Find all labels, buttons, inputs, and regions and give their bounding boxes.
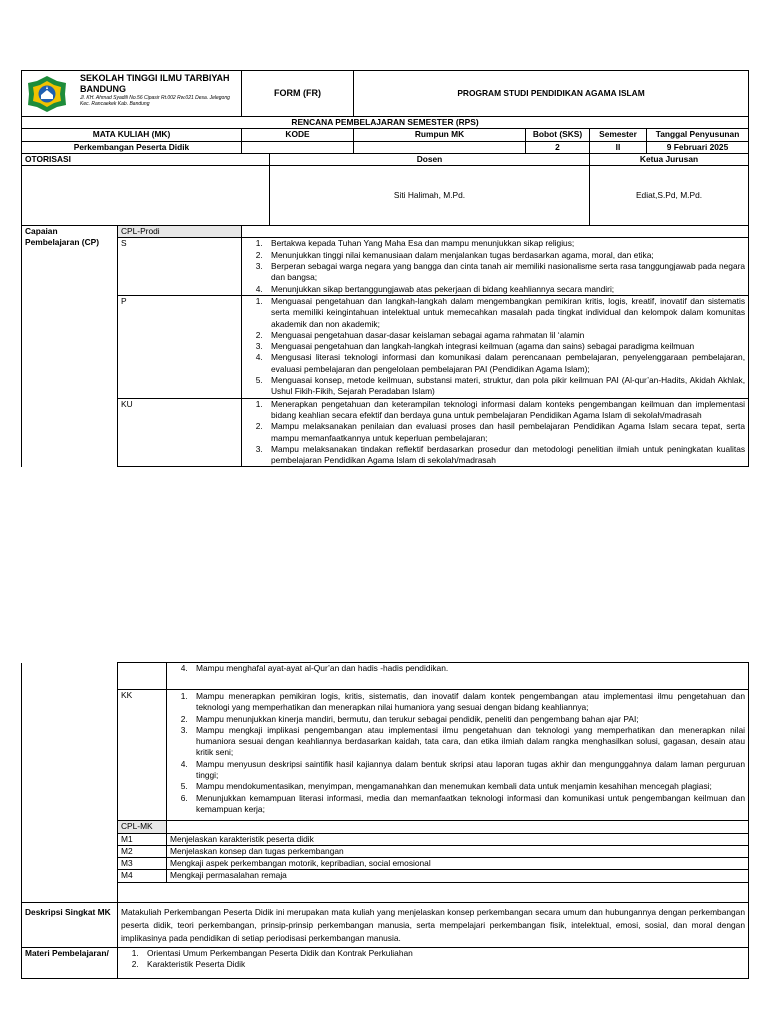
list-item: 4. Mengusasi literasi teknologi informasi dan komunikasi dalam perencanaan pembelajaran, penyelenggaraan pembelajaran, evaluasi pembelajaran dan pengelolaan pembelajaran PAI (Pendidikan Agama Islam); xyxy=(265,352,745,375)
list-item: 2. Mampu melaksanakan penilaian dan evaluasi proses dan hasil pembelajaran Pendidikan Agama Islam secara tepat, serta mampu memanfaatkannya untuk keperluan pembelajaran; xyxy=(265,421,745,444)
otorisasi-row xyxy=(22,153,749,165)
deskripsi-text: Matakuliah Perkembangan Peserta Didik ini merupakan mata kuliah yang menjelaskan konsep perkembangan secara umum dan hubungannya dengan perkembangan peserta didik, teori perkembangan, prinsip-prinsip perkembangan manusia, serta mempelajari perkembangan fisik, intelektual, emosi, sosial, dan moral dengan implikasinya pada pendidikan di setiap periodisasi perkembangan manusia. xyxy=(118,902,749,947)
deskripsi-label: Deskripsi Singkat MK xyxy=(22,902,118,947)
cpl-mk-label: CPL-MK xyxy=(118,821,167,833)
course-header-row xyxy=(22,129,749,141)
col-bobot: Bobot (SKS) xyxy=(526,129,590,141)
list-item: 1. Mampu menerapkan pemikiran logis, kritis, sistematis, dan inovatif dalam kontek pengembangan atau implementasi ilmu pengetahuan dan teknologi yang memperhatikan dan menerapkan nilai humaniora yang sesuai dengan bidang keahliannya; xyxy=(190,691,745,714)
mk-code: M3 xyxy=(118,858,167,870)
table-row xyxy=(22,833,749,845)
deskripsi-row xyxy=(22,902,749,947)
cpl-ku-row xyxy=(22,398,749,467)
cpl-p-list xyxy=(242,295,749,398)
list-item: 1. Bertakwa kepada Tuhan Yang Maha Esa dan mampu menunjukkan sikap religius; xyxy=(265,238,745,249)
stit-logo-icon xyxy=(26,75,68,113)
list-item: 1. Orientasi Umum Perkembangan Peserta Didik dan Kontrak Perkuliahan xyxy=(141,948,745,959)
list-item: 2. Mampu menunjukkan kinerja mandiri, bermutu, dan terukur sebagai pendidik, peneliti dan pengembang bahan ajar PAI; xyxy=(190,714,745,725)
cpl-mk-row xyxy=(22,821,749,833)
cpl-prodi-label: CPL-Prodi xyxy=(118,226,242,238)
table-row xyxy=(22,858,749,870)
course-date: 9 Februari 2025 xyxy=(647,141,749,153)
kajur-name: Ediat,S.Pd, M.Pd. xyxy=(590,166,749,226)
cpl-prodi-row xyxy=(22,226,749,238)
list-item: 2. Menunjukkan tinggi nilai kemanusiaan dalam menjalankan tugas berdasarkan agama, moral, dan etika; xyxy=(265,250,745,261)
col-kode: KODE xyxy=(242,129,354,141)
cpl-kk-row xyxy=(22,690,749,821)
program-name: PROGRAM STUDI PENDIDIKAN AGAMA ISLAM xyxy=(354,71,749,117)
table-row xyxy=(22,870,749,882)
cpl-kk-list xyxy=(167,690,749,821)
cpl-s-row xyxy=(22,238,749,295)
mk-text: Menjelaskan karakteristik peserta didik xyxy=(167,833,749,845)
school-header xyxy=(22,71,242,117)
cp-label-continued xyxy=(22,663,118,903)
course-rumpun xyxy=(354,141,526,153)
doc-title-row xyxy=(22,117,749,129)
list-item: 1. Menguasai pengetahuan dan langkah-langkah dalam mengembangkan pemikiran kritis, logis, kreatif, inovatif dan sistematis serta memiliki keingintahuan intelektual untuk memecahkan masalah pada tingkat individual dan kelompok dalam komunitas akademik dan non akademik; xyxy=(265,296,745,330)
list-item: 5. Menguasai konsep, metode keilmuan, substansi materi, struktur, dan pola pikir keilmuan PAI (Al-qur’an-Hadits, Akidah Akhlak, Ushul Fikih-Fikih, Sejarah Peradaban Islam) xyxy=(265,375,745,398)
col-semester: Semester xyxy=(590,129,647,141)
cp-label: Capaian Pembelajaran (CP) xyxy=(22,226,118,467)
cpl-ku-list xyxy=(242,398,749,467)
school-address: Jl. KH. Ahmad Syadili No.56 Cipasir Rt.002 Rw.021 Desa. Jelegong Kec. Rancaekek Kab. Bandung xyxy=(80,95,230,108)
list-item: 3. Mampu mengkaji implikasi pengembangan atau implementasi ilmu pengetahuan dan teknologi yang memperhatikan dan menerapkan nilai humaniora sesuai dengan keahliannya berdasarkan kaidah, tata cara, dan etika ilmiah dalam rangka menghasilkan solusi, gagasan, desain atau kritik seni; xyxy=(190,725,745,759)
dosen-name: Siti Halimah, M.Pd. xyxy=(270,166,590,226)
form-label: FORM (FR) xyxy=(242,71,354,117)
otorisasi-label: OTORISASI xyxy=(22,153,270,165)
col-mata-kuliah: MATA KULIAH (MK) xyxy=(22,129,242,141)
spacer-cell xyxy=(118,882,749,902)
materi-list xyxy=(118,947,749,978)
list-item: 5. Mampu mendokumentasikan, menyimpan, mengamanahkan dan menemukan kembali data untuk menjamin kesahihan mencegah plagiasi; xyxy=(190,781,745,792)
cpl-s-code: S xyxy=(118,238,242,295)
signature-row xyxy=(22,166,749,226)
ku-continued-row xyxy=(22,663,749,690)
cpl-s-list xyxy=(242,238,749,295)
col-rumpun: Rumpun MK xyxy=(354,129,526,141)
materi-row xyxy=(22,947,749,978)
dosen-label: Dosen xyxy=(270,153,590,165)
mk-code: M2 xyxy=(118,845,167,857)
list-item: 1. Menerapkan pengetahuan dan keterampilan teknologi informasi dalam konteks pengembangan keilmuan dan implementasi bidang keahlian secara efektif dan berdaya guna untuk pembelajaran Pendidikan Agama Islam di sekolah/madrasah xyxy=(265,399,745,422)
course-semester: II xyxy=(590,141,647,153)
list-item: 3. Berperan sebagai warga negara yang bangga dan cinta tanah air memiliki nasionalisme serta rasa tanggungjawab pada negara dan bangsa; xyxy=(265,261,745,284)
list-item: 3. Menguasai pengetahuan dan langkah-langkah integrasi keilmuan (agama dan sains) sebagai paradigma keilmuan xyxy=(265,341,745,352)
school-name: SEKOLAH TINGGI ILMU TARBIYAH BANDUNG xyxy=(80,73,230,94)
list-item: 4. Menunjukkan sikap bertanggungjawab atas pekerjaan di bidang keahliannya secara mandiri; xyxy=(265,284,745,295)
list-item: 2. Karakteristik Peserta Didik xyxy=(141,959,745,970)
cpl-ku-code: KU xyxy=(118,398,242,467)
ku-continued-code xyxy=(118,663,167,690)
kajur-label: Ketua Jurusan xyxy=(590,153,749,165)
cpl-prodi-blank xyxy=(242,226,749,238)
cpl-mk-blank xyxy=(167,821,749,833)
cpl-p-row xyxy=(22,295,749,398)
rps-table-page-2 xyxy=(21,662,749,979)
course-code xyxy=(242,141,354,153)
list-item: 2. Menguasai pengetahuan dasar-dasar keislaman sebagai agama rahmatan lil ‘alamin xyxy=(265,330,745,341)
ku-continued-list xyxy=(167,663,749,690)
list-item: 6. Menunjukkan kemampuan literasi informasi, media dan memanfaatkan teknologi informasi dan komunikasi untuk pengembangan keilmuan dan kemampuan kerja; xyxy=(190,793,745,816)
col-tanggal: Tanggal Penyusunan xyxy=(647,129,749,141)
table-row xyxy=(22,845,749,857)
header-row xyxy=(22,71,749,117)
signature-blank xyxy=(22,166,270,226)
list-item: 3. Mampu melaksanakan tindakan reflektif berdasarkan prosedur dan metodologi penelitian ilmiah untuk peningkatan kualitas pembelajaran Pendidikan Agama Islam di sekolah/madrasah xyxy=(265,444,745,467)
course-value-row xyxy=(22,141,749,153)
mk-text: Mengkaji permasalahan remaja xyxy=(167,870,749,882)
spacer-row xyxy=(22,882,749,902)
mk-text: Mengkaji aspek perkembangan motorik, kepribadian, social emosional xyxy=(167,858,749,870)
course-name: Perkembangan Peserta Didik xyxy=(22,141,242,153)
cpl-kk-code: KK xyxy=(118,690,167,821)
course-sks: 2 xyxy=(526,141,590,153)
list-item: 4. Mampu menyusun deskripsi saintifik hasil kajiannya dalam bentuk skripsi atau laporan tugas akhir dan mengunggahnya dalam laman perguruan tinggi; xyxy=(190,759,745,782)
rps-table-page-1 xyxy=(21,70,749,467)
doc-title: RENCANA PEMBELAJARAN SEMESTER (RPS) xyxy=(22,117,749,129)
materi-label: Materi Pembelajaran/ xyxy=(22,947,118,978)
list-item: 4. Mampu menghafal ayat-ayat al-Qur’an dan hadis -hadis pendidikan. xyxy=(190,663,745,674)
mk-text: Menjelaskan konsep dan tugas perkembangan xyxy=(167,845,749,857)
mk-code: M1 xyxy=(118,833,167,845)
mk-code: M4 xyxy=(118,870,167,882)
cpl-p-code: P xyxy=(118,295,242,398)
